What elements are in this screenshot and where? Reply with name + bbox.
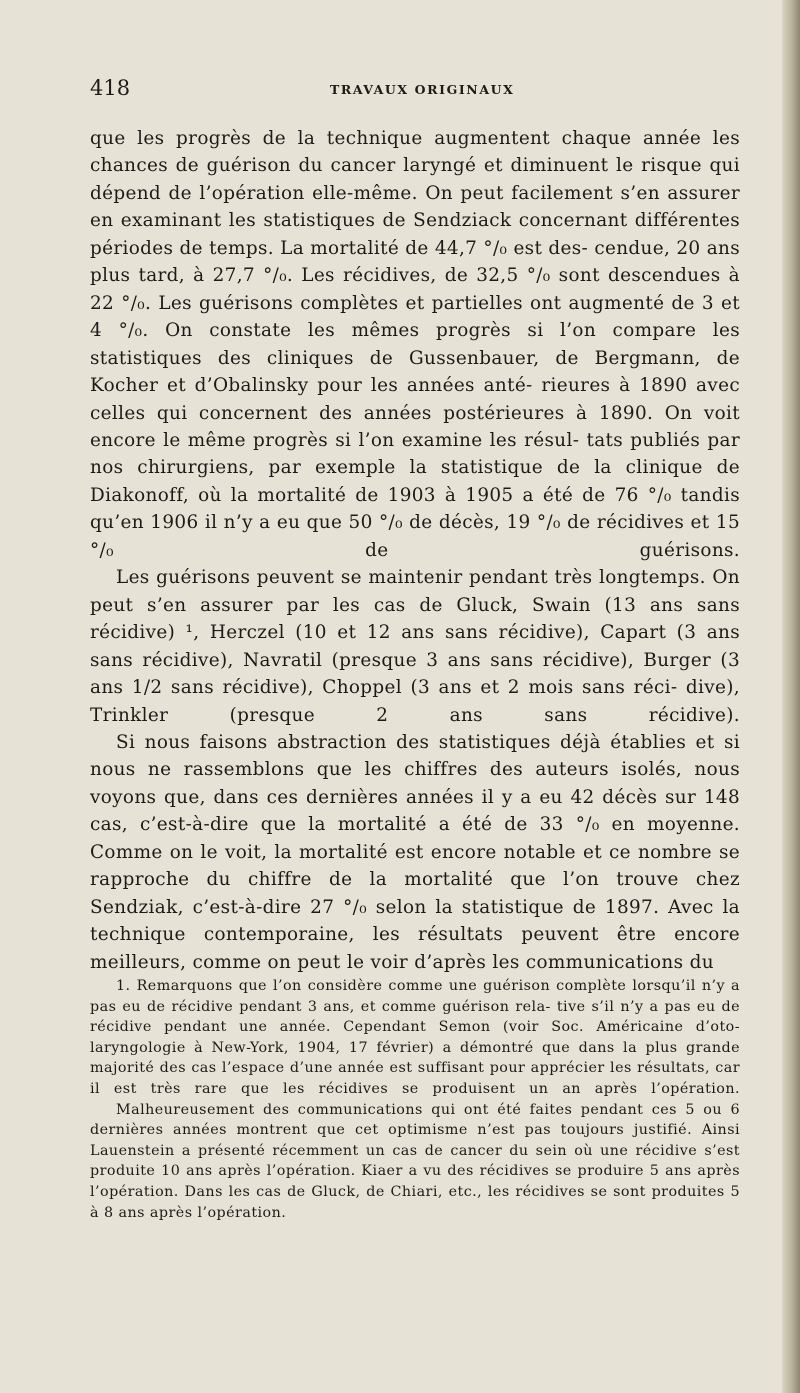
footnote-line: Chiari, etc., les récidives se sont produites 5 à 8 ans après l’opération. (90, 1183, 740, 1221)
paragraph (90, 125, 740, 564)
text-line: se rapproche du chiffre de la mortalité que l’on trouve chez (90, 841, 740, 891)
text-line: Si nous faisons abstraction des statistiques déjà établies et si (116, 731, 740, 753)
text-line: récidive) ¹, Herczel (10 et 12 ans sans récidive), Capart (3 ans (90, 622, 740, 644)
text-line: sans récidive), Navratil (presque 3 ans sans récidive), Burger (90, 649, 712, 671)
text-line: chances de guérison du cancer laryngé et diminuent le risque (90, 155, 702, 177)
footnote-line: tive s’il n’y a pas eu de récidive pendant une année. Cependant Semon (90, 998, 740, 1036)
text-line: 76 °/₀ tandis qu’en 1906 il n’y a eu que 50 °/₀ de décès, 19 °/₀ (90, 484, 740, 534)
body-text (90, 125, 740, 976)
footnote-line: se produisent un an après l’opération. (401, 1080, 740, 1097)
text-line: rieures à 1890 avec celles qui concernent des années postérieures (90, 375, 740, 424)
running-head: TRAVAUX ORIGINAUX (330, 82, 515, 97)
footnote-line: 5 ou 6 dernières années montrent que cet optimisme n’est pas toujours (90, 1101, 740, 1139)
text-line: de récidives et 15 °/₀ de guérisons. (90, 512, 740, 561)
text-line: sont descendues à 22 °/₀. Les guérisons complètes et partielles (90, 265, 740, 314)
text-line: qui dépend de l’opération elle-même. On peut facilement s’en (90, 155, 740, 204)
footnote-line: (voir Soc. Américaine d’oto-laryngologie à New-York, 1904, 17 février) a (90, 1019, 740, 1056)
text-line: ont augmenté de 3 et 4 °/₀. On constate les mêmes progrès si (90, 292, 740, 342)
footnotes (90, 976, 740, 1223)
footnote-line: suffisant pour apprécier les résultats, car il est très rare que les récidives (90, 1060, 740, 1097)
text-line: On peut s’en assurer par les cas de Gluck, Swain (13 ans sans (90, 567, 740, 616)
page-header (90, 76, 740, 104)
page-number: 418 (90, 76, 131, 100)
footnote-line: justifié. Ainsi Lauenstein a présenté récemment un cas de cancer du sein (90, 1122, 740, 1159)
footnote-line: lorsqu’il n’y a pas eu de récidive pendant 3 ans, et comme guérison rela- (90, 978, 740, 1015)
text-line: de Bergmann, de Kocher et d’Obalinsky pour les années anté- (90, 347, 740, 397)
text-line: dive), Trinkler (presque 2 ans sans récidive). (90, 677, 740, 726)
text-line: à 1890. On voit encore le même progrès si l’on examine les résul- (90, 402, 740, 451)
footnote-line: Malheureusement des communications qui ont été faites pendant ces (116, 1101, 677, 1118)
page-edge (782, 0, 800, 1393)
text-line: que les progrès de la technique augmentent chaque année les (90, 128, 740, 149)
paragraph (90, 729, 740, 976)
footnote (90, 976, 740, 1100)
footnote (90, 1100, 740, 1224)
text-line: la technique contemporaine, les résultats peuvent être encore (90, 896, 740, 946)
text-line: la clinique de Diakonoff, où la mortalité de 1903 à 1905 a été de (90, 457, 740, 506)
text-line: Sendziak, c’est-à-dire 27 °/₀ selon la statistique de 1897. Avec (90, 896, 714, 918)
footnote-line: 1. Remarquons que l’on considère comme une guérison complète (116, 978, 627, 994)
footnote-line: démontré que dans la plus grande majorité des cas l’espace d’une année est (90, 1039, 740, 1077)
text-line: (3 ans 1/2 sans récidive), Choppel (3 ans et 2 mois sans réci- (90, 649, 740, 699)
footnote-line: récidives se produire 5 ans après l’opération. Dans les cas de Gluck, de (90, 1163, 740, 1200)
text-line: voyons que, dans ces dernières années il y a eu 42 décès sur (90, 786, 697, 808)
text-line: assurer en examinant les statistiques de Sendziack concernant (90, 182, 740, 232)
text-line: 148 cas, c’est-à-dire que la mortalité a été de 33 °/₀ en moyenne. (90, 786, 740, 836)
text-line: Comme on le voit, la mortalité est encore notable et ce nombre (90, 841, 712, 863)
text-line: différentes périodes de temps. La mortalité de 44,7 °/₀ est des- (90, 210, 740, 259)
text-line: nous ne rassemblons que les chiffres des auteurs isolés, nous (90, 759, 740, 781)
text-line: cendue, 20 ans plus tard, à 27,7 °/₀. Les récidives, de 32,5 °/₀ (90, 237, 740, 287)
text-line: Les guérisons peuvent se maintenir pendant très longtemps. (116, 567, 706, 589)
text-line: meilleurs, comme on peut le voir d’après les communications du (90, 951, 714, 973)
footnote-line: où une récidive s’est produite 10 ans après l’opération. Kiaer a vu des (90, 1142, 740, 1180)
text-line: tats publiés par nos chirurgiens, par exemple la statistique de (90, 429, 740, 479)
text-line: l’on compare les statistiques des cliniques de Gussenbauer, (90, 320, 740, 369)
paragraph (90, 564, 740, 729)
